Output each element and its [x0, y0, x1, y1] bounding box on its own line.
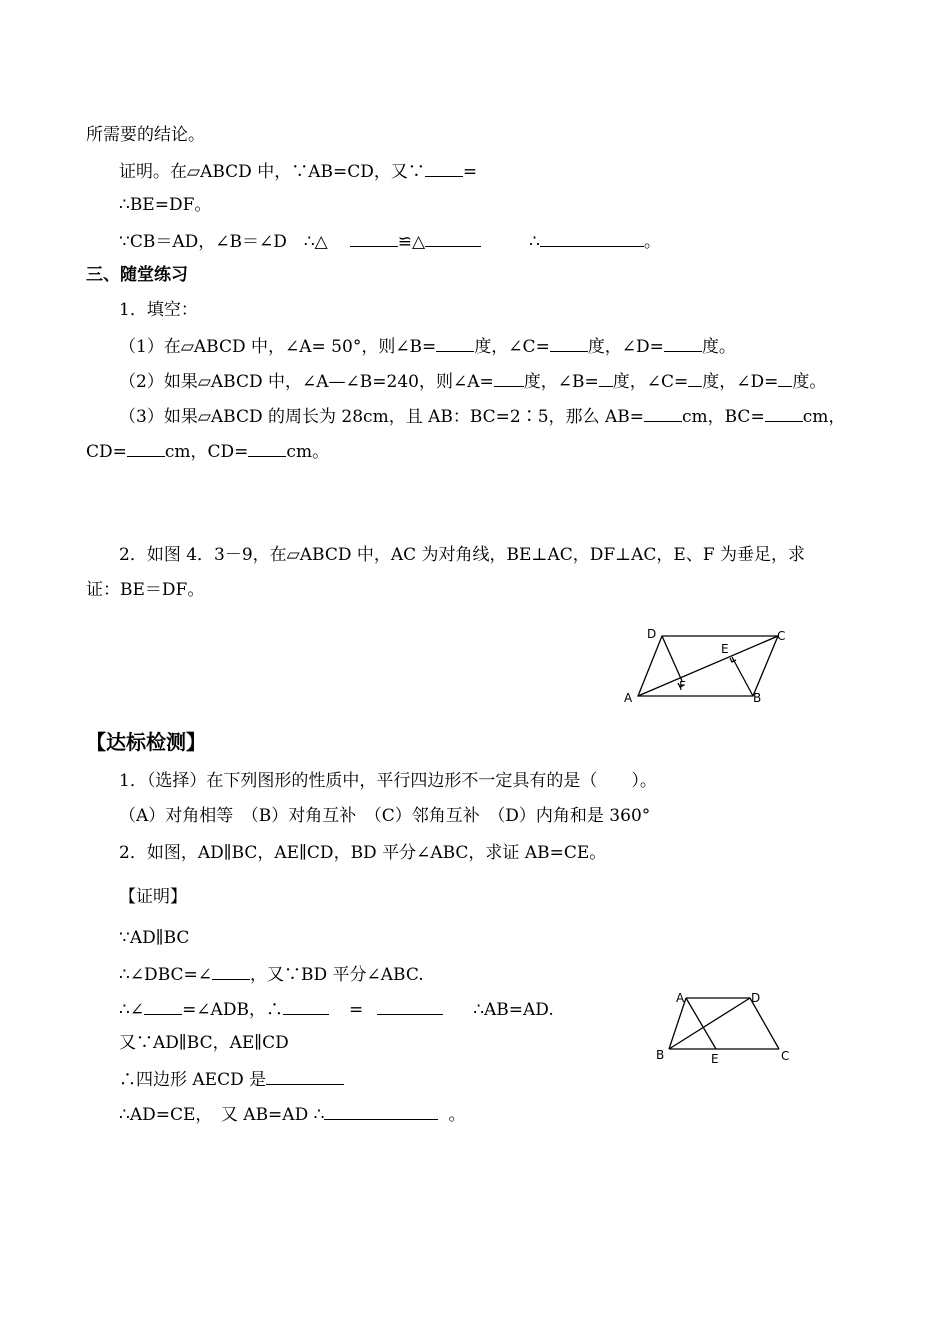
blank[interactable]: [494, 369, 524, 387]
label-a: A: [624, 691, 633, 705]
label-e: E: [711, 1052, 719, 1066]
blank[interactable]: [425, 229, 481, 247]
blank[interactable]: [550, 334, 588, 352]
segment-ab: [669, 998, 686, 1049]
intro-line-4: [119, 229, 661, 253]
text: 证明。在▱ABCD 中，∵AB=CD，又∵: [119, 162, 425, 182]
text: 度，∠C=: [612, 372, 689, 392]
intro-line-3: ∴BE=DF。: [119, 195, 212, 215]
proof-step-2: [119, 962, 424, 986]
label-e: E: [721, 642, 729, 656]
text: cm，: [802, 407, 846, 427]
check-title: 【达标检测】: [86, 730, 206, 754]
text: 度，∠C=: [474, 337, 550, 357]
question-1: 1．填空：: [119, 300, 198, 320]
text: ∴∠: [119, 1000, 145, 1020]
text: ∵CB＝AD，∠B＝∠D ∴△: [119, 232, 328, 252]
text: （2）如果▱ABCD 中，∠A—∠B=240，则∠A=: [119, 372, 494, 392]
text: cm，BC=: [681, 407, 765, 427]
parallelogram-figure-1: [618, 624, 798, 708]
fill-item-3-cont: [86, 439, 329, 463]
text: （3）如果▱ABCD 的周长为 28cm，且 AB：BC=2∶5，那么 AB=: [119, 407, 644, 427]
blank[interactable]: [540, 229, 644, 247]
text: =: [462, 162, 478, 182]
segment-be: [732, 657, 753, 696]
blank[interactable]: [127, 439, 165, 457]
text: 度，∠D=: [702, 372, 779, 392]
blank[interactable]: [765, 404, 803, 422]
text: ，又∵BD 平分∠ABC.: [250, 965, 424, 985]
label-b: B: [753, 691, 762, 705]
blank[interactable]: [377, 997, 443, 1015]
text: 度，∠B=: [523, 372, 599, 392]
parallelogram-figure-2: [650, 988, 800, 1066]
proof-step-1: ∵AD∥BC: [119, 928, 190, 948]
question-2: 2．如图 4．3－9，在▱ABCD 中，AC 为对角线，BE⊥AC，DF⊥AC，E、F 为垂足，求: [119, 545, 806, 565]
blank[interactable]: [599, 369, 613, 387]
text: ∴AD=CE， 又 AB=AD ∴: [119, 1105, 325, 1125]
label-c: C: [781, 1049, 790, 1063]
segment-dc: [750, 998, 779, 1049]
blank[interactable]: [664, 334, 702, 352]
proof-step-6: [119, 1102, 465, 1126]
segment-bd: [669, 998, 750, 1049]
text: 度。: [701, 337, 736, 357]
blank[interactable]: [425, 159, 463, 177]
blank[interactable]: [436, 334, 474, 352]
proof-step-4: 又∵AD∥BC，AE∥CD: [119, 1033, 289, 1053]
text: 度。: [792, 372, 827, 392]
text: 度，∠D=: [587, 337, 664, 357]
intro-line-1: 所需要的结论。: [86, 125, 205, 145]
label-d: D: [647, 627, 657, 641]
text: cm。: [286, 442, 330, 462]
blank[interactable]: [248, 439, 286, 457]
label-c: C: [777, 629, 786, 643]
text: ≌△: [397, 232, 426, 252]
check-options: （A）对角相等 （B）对角互补 （C）邻角互补 （D）内角和是 360°: [119, 806, 651, 826]
section-title: 三、随堂练习: [86, 265, 188, 285]
blank[interactable]: [324, 1102, 438, 1120]
text: 。: [643, 232, 661, 252]
proof-step-5: [119, 1067, 344, 1091]
blank[interactable]: [778, 369, 792, 387]
label-a: A: [676, 991, 685, 1005]
text: ∴: [529, 232, 540, 252]
check-question-1: 1．（选择）在下列图形的性质中，平行四边形不一定具有的是（ ）。: [119, 771, 657, 791]
proof-label: 【证明】: [119, 887, 187, 907]
fill-item-2: [119, 369, 826, 393]
segment-ae: [686, 998, 716, 1049]
fill-item-1: [119, 334, 736, 358]
blank[interactable]: [350, 229, 398, 247]
proof-step-3: [119, 997, 554, 1021]
text: ∴∠DBC=∠: [119, 965, 212, 985]
text: =∠ADB，∴: [182, 1000, 283, 1020]
label-b: B: [656, 1048, 665, 1062]
blank[interactable]: [144, 997, 182, 1015]
blank[interactable]: [644, 404, 682, 422]
question-2-cont: 证：BE＝DF。: [86, 580, 205, 600]
blank[interactable]: [212, 962, 250, 980]
label-f: F: [679, 679, 686, 693]
label-d: D: [751, 991, 761, 1005]
text: 。: [448, 1105, 466, 1125]
intro-line-2: [119, 159, 477, 183]
blank[interactable]: [283, 997, 329, 1015]
text: CD=: [86, 442, 127, 462]
text: =: [348, 1000, 364, 1020]
fill-item-3: [119, 404, 845, 428]
blank[interactable]: [266, 1067, 344, 1085]
text: （1）在▱ABCD 中，∠A= 50°，则∠B=: [119, 337, 437, 357]
text: ∴AB=AD.: [473, 1000, 554, 1020]
check-question-2: 2．如图，AD∥BC，AE∥CD，BD 平分∠ABC，求证 AB=CE。: [119, 843, 607, 863]
segment-df: [662, 636, 682, 681]
text: cm，CD=: [164, 442, 249, 462]
blank[interactable]: [688, 369, 702, 387]
text: ∴四边形 AECD 是: [119, 1070, 267, 1090]
